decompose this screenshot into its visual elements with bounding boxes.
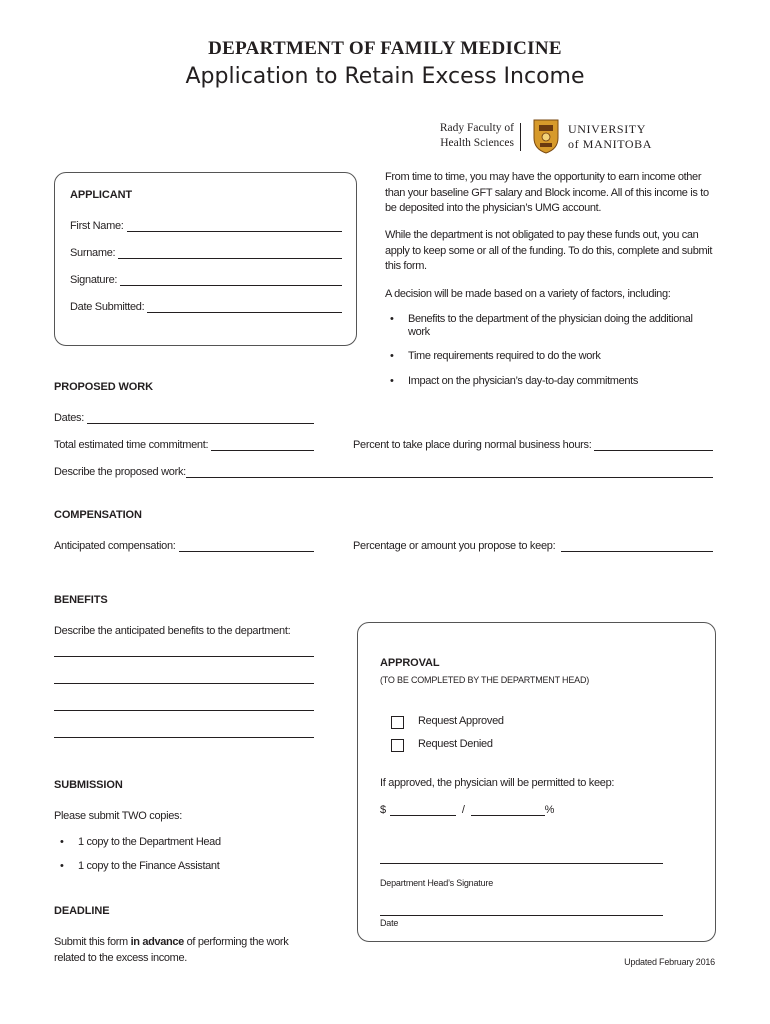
- copy-item: [60, 860, 220, 873]
- time-commitment-field[interactable]: [54, 439, 314, 451]
- factor-text: Impact on the physician’s day-to-day commitments: [408, 375, 638, 387]
- date-submitted-field[interactable]: [70, 301, 342, 313]
- factor-item: [390, 313, 698, 339]
- propose-keep-field[interactable]: [353, 540, 713, 552]
- dollar-sign: $: [380, 804, 386, 816]
- time-commitment-line[interactable]: [211, 440, 314, 451]
- approval-heading: APPROVAL: [380, 657, 440, 669]
- percent-business-hours-line[interactable]: [594, 440, 713, 451]
- request-denied-label: Request Denied: [418, 738, 493, 750]
- bullet-icon: •: [390, 350, 394, 362]
- university-logo-text: [568, 122, 652, 152]
- university-crest-icon: [532, 118, 560, 154]
- copy-text: 1 copy to the Finance Assistant: [78, 860, 220, 872]
- form-title: Application to Retain Excess Income: [185, 64, 585, 89]
- deadline-text-after: of performing the work related to the excess income.: [54, 936, 289, 964]
- bullet-icon: •: [390, 313, 394, 325]
- dates-field[interactable]: [54, 412, 314, 424]
- benefits-label: Describe the anticipated benefits to the department:: [54, 625, 291, 637]
- benefits-line[interactable]: [54, 710, 314, 711]
- signature-line[interactable]: [120, 275, 342, 286]
- intro-paragraph-3: A decision will be made based on a variety of factors, including:: [385, 288, 671, 300]
- compensation-heading: COMPENSATION: [54, 509, 142, 521]
- submission-instruction: Please submit TWO copies:: [54, 810, 183, 822]
- surname-line[interactable]: [118, 248, 342, 259]
- applicant-heading: APPLICANT: [70, 189, 133, 201]
- factor-text: Benefits to the department of the physician doing the additional work: [408, 313, 693, 338]
- surname-field[interactable]: [70, 247, 342, 259]
- benefits-line[interactable]: [54, 656, 314, 657]
- deadline-heading: DEADLINE: [54, 905, 110, 917]
- faculty-line-1: Rady Faculty of: [439, 122, 514, 134]
- benefits-line[interactable]: [54, 737, 314, 738]
- first-name-field[interactable]: [70, 220, 342, 232]
- head-signature-label: Department Head’s Signature: [380, 878, 494, 888]
- factor-text: Time requirements required to do the work: [408, 350, 601, 362]
- approval-subheading: (TO BE COMPLETED BY THE DEPARTMENT HEAD): [380, 675, 590, 685]
- signature-label: Signature:: [70, 274, 118, 286]
- updated-date: Updated February 2016: [624, 957, 715, 967]
- factor-item: [390, 375, 698, 388]
- faculty-logo-text: [420, 121, 514, 151]
- approval-date-label: Date: [380, 918, 399, 928]
- dates-label: Dates:: [54, 412, 84, 424]
- describe-work-field[interactable]: [54, 466, 713, 478]
- percent-sign: %: [544, 804, 555, 816]
- faculty-line-2: Health Sciences: [440, 137, 514, 149]
- slash-separator: /: [461, 804, 465, 816]
- first-name-line[interactable]: [127, 221, 342, 232]
- copy-text: 1 copy to the Department Head: [78, 836, 221, 848]
- benefits-heading: BENEFITS: [54, 594, 108, 606]
- first-name-label: First Name:: [70, 220, 124, 232]
- deadline-text-bold: in advance: [130, 936, 184, 948]
- anticipated-compensation-label: Anticipated compensation:: [54, 540, 176, 552]
- request-denied-checkbox[interactable]: [391, 739, 404, 752]
- head-signature-line[interactable]: [380, 863, 663, 864]
- signature-field[interactable]: [70, 274, 342, 286]
- request-approved-label: Request Approved: [418, 715, 504, 727]
- date-submitted-line[interactable]: [147, 302, 342, 313]
- approval-keep-field[interactable]: [380, 804, 555, 816]
- department-title: DEPARTMENT OF FAMILY MEDICINE: [208, 38, 562, 59]
- date-submitted-label: Date Submitted:: [70, 301, 145, 313]
- approval-date-line[interactable]: [380, 915, 663, 916]
- intro-paragraph-2: While the department is not obligated to pay these funds out, you can apply to keep some or all of the funding. To do this, complete and submit this form.: [385, 229, 713, 272]
- approval-keep-label: If approved, the physician will be permitted to keep:: [380, 777, 615, 789]
- time-commitment-label: Total estimated time commitment:: [54, 439, 209, 451]
- deadline-text-before: Submit this form: [54, 936, 131, 948]
- bullet-icon: •: [60, 836, 64, 848]
- describe-work-label: Describe the proposed work:: [54, 466, 186, 478]
- dates-line[interactable]: [87, 413, 314, 424]
- factor-item: [390, 350, 698, 363]
- intro-paragraph-1: From time to time, you may have the opportunity to earn income other than your baseline GFT salary and Block income. All of this income is to be deposited into the physician’s UMG account.: [385, 171, 709, 214]
- anticipated-compensation-field[interactable]: [54, 540, 314, 552]
- deadline-text: [54, 935, 304, 966]
- propose-keep-label: Percentage or amount you propose to keep:: [353, 540, 556, 552]
- percent-business-hours-label: Percent to take place during normal business hours:: [353, 439, 592, 451]
- university-line-2: of MANITOBA: [568, 137, 653, 151]
- bullet-icon: •: [390, 375, 394, 387]
- describe-work-line[interactable]: [186, 467, 713, 478]
- request-approved-checkbox[interactable]: [391, 716, 404, 729]
- copy-item: [60, 836, 221, 849]
- approved-amount-line[interactable]: [390, 805, 456, 816]
- bullet-icon: •: [60, 860, 64, 872]
- percent-business-hours-field[interactable]: [353, 439, 713, 451]
- logo-divider: [520, 123, 521, 151]
- benefits-line[interactable]: [54, 683, 314, 684]
- submission-heading: SUBMISSION: [54, 779, 123, 791]
- university-line-1: UNIVERSITY: [568, 122, 646, 136]
- proposed-work-heading: PROPOSED WORK: [54, 381, 153, 393]
- propose-keep-line[interactable]: [561, 541, 713, 552]
- surname-label: Surname:: [70, 247, 116, 259]
- approved-percent-line[interactable]: [471, 805, 545, 816]
- anticipated-compensation-line[interactable]: [179, 541, 314, 552]
